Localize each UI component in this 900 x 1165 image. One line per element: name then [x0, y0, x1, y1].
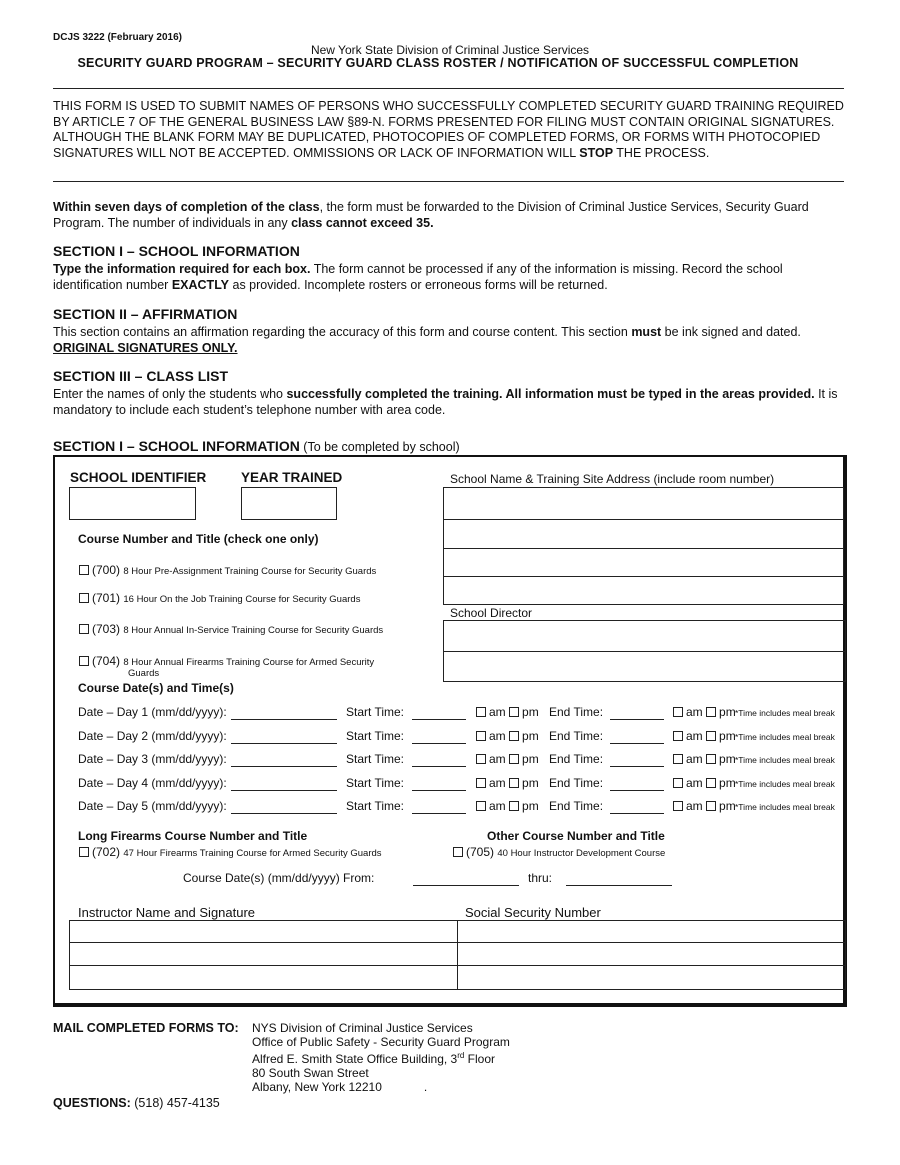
dates-heading: Course Date(s) and Time(s) — [78, 681, 234, 695]
school-director-input[interactable] — [443, 620, 846, 652]
end-ampm[interactable]: am pm — [673, 705, 736, 719]
checkbox[interactable] — [79, 624, 89, 634]
section-1-title: SECTION I – SCHOOL INFORMATION — [53, 243, 300, 259]
start-ampm[interactable]: am pm — [476, 729, 539, 743]
checkbox[interactable] — [673, 754, 683, 764]
start-time-input[interactable] — [412, 790, 466, 791]
mailing-address: NYS Division of Criminal Justice Services Office of Public Safety - Security Guard Program Alfred E. Smith State Office Building, 3rd Floor 80 South Swan Street Albany, New York 12210 . — [252, 1021, 510, 1094]
end-time-input[interactable] — [610, 743, 664, 744]
school-identifier-label: SCHOOL IDENTIFIER — [70, 470, 207, 485]
start-time-input[interactable] — [412, 743, 466, 744]
checkbox[interactable] — [673, 778, 683, 788]
checkbox[interactable] — [79, 593, 89, 603]
course-dates-from-input[interactable] — [413, 885, 519, 886]
course-option-701[interactable]: (701) 16 Hour On the Job Training Course for Security Guards — [79, 591, 360, 605]
date-label: Date – Day 4 (mm/dd/yyyy): — [78, 776, 227, 790]
checkbox[interactable] — [706, 731, 716, 741]
divider — [53, 181, 844, 182]
date-input[interactable] — [231, 743, 337, 744]
questions-line: QUESTIONS: (518) 457-4135 — [53, 1096, 220, 1110]
end-ampm[interactable]: am pm — [673, 776, 736, 790]
ssn-label: Social Security Number — [465, 905, 601, 920]
course-heading: Course Number and Title (check one only) — [78, 532, 319, 546]
date-input[interactable] — [231, 790, 337, 791]
section-2-text: This section contains an affirmation regarding the accuracy of this form and course content. This section must be ink signed and dated. ORIGINAL SIGNATURES ONLY. — [53, 325, 801, 355]
date-input[interactable] — [231, 813, 337, 814]
checkbox[interactable] — [706, 754, 716, 764]
instructor-label: Instructor Name and Signature — [78, 905, 256, 920]
end-time-label: End Time: — [549, 705, 604, 719]
intro-paragraph: Within seven days of completion of the class, the form must be forwarded to the Division of Criminal Justice Services, Security Guard Program. The number of individuals in any class cannot exceed 35. — [53, 200, 809, 230]
ssn-input-1[interactable] — [458, 920, 846, 943]
date-label: Date – Day 3 (mm/dd/yyyy): — [78, 752, 227, 766]
end-time-input[interactable] — [610, 813, 664, 814]
course-option-703[interactable]: (703) 8 Hour Annual In-Service Training Course for Security Guards — [79, 622, 383, 636]
start-time-label: Start Time: — [346, 776, 405, 790]
school-director-label: School Director — [450, 606, 533, 620]
checkbox[interactable] — [673, 731, 683, 741]
start-time-input[interactable] — [412, 766, 466, 767]
start-ampm[interactable]: am pm — [476, 776, 539, 790]
start-time-input[interactable] — [412, 813, 466, 814]
year-trained-label: YEAR TRAINED — [241, 470, 343, 485]
end-time-label: End Time: — [549, 752, 604, 766]
start-ampm[interactable]: am pm — [476, 752, 539, 766]
other-course-heading: Other Course Number and Title — [487, 829, 665, 843]
school-name-line-4[interactable] — [443, 577, 844, 605]
checkbox[interactable] — [509, 778, 519, 788]
checkbox[interactable] — [509, 707, 519, 717]
checkbox[interactable] — [79, 565, 89, 575]
form-section-heading: SECTION I – SCHOOL INFORMATION (To be completed by school) — [53, 438, 460, 454]
year-trained-input[interactable] — [241, 487, 337, 520]
end-time-input[interactable] — [610, 790, 664, 791]
ssn-input-3[interactable] — [458, 966, 846, 990]
meal-note: *Time includes meal break — [735, 755, 835, 765]
end-ampm[interactable]: am pm — [673, 752, 736, 766]
instructor-input-1[interactable] — [69, 920, 458, 943]
ssn-input-2[interactable] — [458, 943, 846, 966]
divider — [53, 88, 844, 89]
checkbox[interactable] — [476, 801, 486, 811]
long-firearms-heading: Long Firearms Course Number and Title — [78, 829, 308, 843]
course-option-700[interactable]: (700) 8 Hour Pre-Assignment Training Course for Security Guards — [79, 563, 376, 577]
checkbox[interactable] — [79, 656, 89, 666]
agency-name: New York State Division of Criminal Justice Services — [310, 43, 590, 57]
date-label: Date – Day 5 (mm/dd/yyyy): — [78, 799, 227, 813]
school-name-line-1[interactable] — [443, 487, 844, 520]
end-time-input[interactable] — [610, 766, 664, 767]
checkbox[interactable] — [706, 707, 716, 717]
school-name-line-3[interactable] — [443, 549, 844, 577]
start-ampm[interactable]: am pm — [476, 705, 539, 719]
course-dates-thru-input[interactable] — [566, 885, 672, 886]
start-time-input[interactable] — [412, 719, 466, 720]
course-option-702[interactable]: (702) 47 Hour Firearms Training Course for Armed Security Guards — [79, 845, 382, 859]
end-time-label: End Time: — [549, 776, 604, 790]
end-time-label: End Time: — [549, 729, 604, 743]
school-name-label: School Name & Training Site Address (include room number) — [450, 472, 775, 486]
checkbox[interactable] — [673, 707, 683, 717]
start-time-label: Start Time: — [346, 729, 405, 743]
school-director-line-2[interactable] — [443, 652, 846, 682]
checkbox[interactable] — [706, 778, 716, 788]
checkbox[interactable] — [509, 801, 519, 811]
end-time-input[interactable] — [610, 719, 664, 720]
start-time-label: Start Time: — [346, 705, 405, 719]
notice-paragraph: THIS FORM IS USED TO SUBMIT NAMES OF PERSONS WHO SUCCESSFULLY COMPLETED SECURITY GUARD TRAINING REQUIRED BY ARTICLE 7 OF THE GENERAL BUSINESS LAW §89-N. FORMS PRESENTED FOR FILING MUST CONTAIN ORIGINAL SIGNATURES. ALTHOUGH THE BLANK FORM MAY BE DUPLICATED, PHOTOCOPIES OF COMPLETED FORMS, OR FORMS WITH PHOTOCOPIED SIGNATURES WILL NOT BE ACCEPTED. OMMISSIONS OR LACK OF INFORMATION WILL STOP THE PROCESS. — [53, 99, 844, 160]
end-ampm[interactable]: am pm — [673, 799, 736, 813]
course-option-704[interactable]: (704) 8 Hour Annual Firearms Training Course for Armed Security — [79, 654, 374, 668]
date-input[interactable] — [231, 719, 337, 720]
instructor-input-3[interactable] — [69, 966, 458, 990]
end-ampm[interactable]: am pm — [673, 729, 736, 743]
school-name-line-2[interactable] — [443, 520, 844, 549]
instructor-input-2[interactable] — [69, 943, 458, 966]
meal-note: *Time includes meal break — [735, 802, 835, 812]
meal-note: *Time includes meal break — [735, 708, 835, 718]
end-time-label: End Time: — [549, 799, 604, 813]
meal-note: *Time includes meal break — [735, 779, 835, 789]
date-label: Date – Day 1 (mm/dd/yyyy): — [78, 705, 227, 719]
form-id: DCJS 3222 (February 2016) — [53, 32, 182, 43]
checkbox[interactable] — [476, 731, 486, 741]
checkbox[interactable] — [476, 707, 486, 717]
thru-label: thru: — [528, 871, 553, 885]
mail-label: MAIL COMPLETED FORMS TO: — [53, 1021, 239, 1035]
course-704-title-cont: Guards — [128, 668, 160, 679]
form-title: SECURITY GUARD PROGRAM – SECURITY GUARD CLASS ROSTER / NOTIFICATION OF SUCCESSFUL COMPLETION — [77, 56, 799, 70]
section-1-text: Type the information required for each box. The form cannot be processed if any of the information is missing. Record the school identification number EXACTLY as provided. Incomplete rosters or erroneous forms will be returned. — [53, 262, 783, 292]
section-3-text: Enter the names of only the students who successfully completed the training. All information must be typed in the areas provided. It is mandatory to include each student’s telephone number with area code. — [53, 387, 838, 417]
checkbox[interactable] — [509, 754, 519, 764]
start-time-label: Start Time: — [346, 752, 405, 766]
checkbox[interactable] — [79, 847, 89, 857]
start-time-label: Start Time: — [346, 799, 405, 813]
section-3-title: SECTION III – CLASS LIST — [53, 368, 229, 384]
section-2-title: SECTION II – AFFIRMATION — [53, 306, 238, 322]
course-option-705[interactable]: (705) 40 Hour Instructor Development Course — [453, 845, 665, 859]
checkbox[interactable] — [706, 801, 716, 811]
checkbox[interactable] — [673, 801, 683, 811]
start-ampm[interactable]: am pm — [476, 799, 539, 813]
meal-note: *Time includes meal break — [735, 732, 835, 742]
checkbox[interactable] — [476, 754, 486, 764]
date-label: Date – Day 2 (mm/dd/yyyy): — [78, 729, 227, 743]
school-identifier-input[interactable] — [69, 487, 196, 520]
checkbox[interactable] — [509, 731, 519, 741]
checkbox[interactable] — [453, 847, 463, 857]
course-dates-from-label: Course Date(s) (mm/dd/yyyy) From: — [183, 871, 375, 885]
checkbox[interactable] — [476, 778, 486, 788]
date-input[interactable] — [231, 766, 337, 767]
